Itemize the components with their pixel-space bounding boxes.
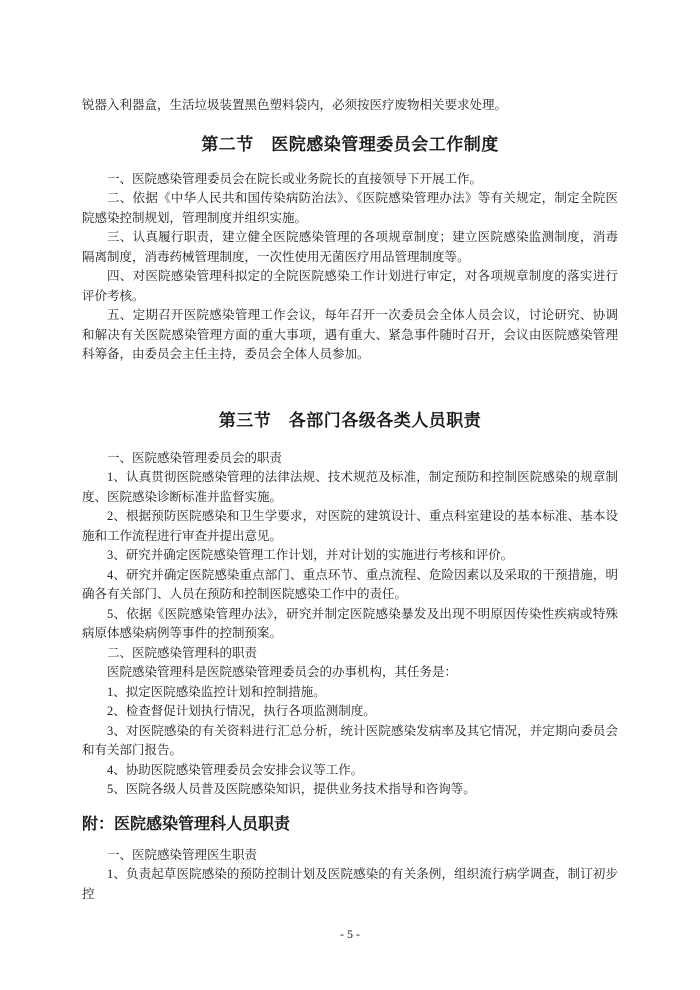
body-paragraph: 二、医院感染管理科的职责 bbox=[107, 645, 258, 660]
body-paragraph: 一、医院感染管理医生职责 bbox=[107, 847, 258, 862]
body-paragraph: 3、研究并确定医院感染管理工作计划，并对计划的实施进行考核和评价。 bbox=[107, 548, 514, 562]
body-paragraph: 四、对医院感染管理科拟定的全院医院感染工作计划进行审定，对各项规章制度的落实进行评价考核。 bbox=[82, 269, 618, 303]
appendix-heading: 附：医院感染管理科人员职责 bbox=[82, 815, 291, 833]
body-paragraph: 三、认真履行职责，建立健全医院感染管理的各项规章制度；建立医院感染监测制度，消毒隔离制度，消毒药械管理制度，一次性使用无菌医疗用品管理制度等。 bbox=[82, 230, 618, 264]
document-body bbox=[82, 96, 618, 904]
body-paragraph: 一、医院感染管理委员会在院长或业务院长的直接领导下开展工作。 bbox=[107, 171, 483, 186]
body-paragraph: 医院感染管理科是医院感染管理委员会的办事机构，其任务是： bbox=[107, 665, 458, 679]
body-paragraph: 五、定期召开医院感染管理工作会议，每年召开一次委员会全体人员会议，讨论研究、协调和解决有关医院感染管理方面的重大事项，遇有重大、紧急事件随时召开，会议由医院感染管理科筹备，由委员会主任主持，委员会全体人员参加。 bbox=[82, 308, 618, 361]
body-paragraph: 锐器入利器盒，生活垃圾装置黑色塑料袋内，必须按医疗废物相关要求处理。 bbox=[82, 98, 508, 112]
body-paragraph: 4、研究并确定医院感染重点部门、重点环节、重点流程、危险因素以及采取的干预措施，明确各有关部门、人员在预防和控制医院感染工作中的责任。 bbox=[82, 567, 618, 601]
body-paragraph: 2、检查督促计划执行情况，执行各项监测制度。 bbox=[107, 704, 376, 718]
footer-page-number: - 5 - bbox=[340, 927, 360, 941]
body-paragraph: 1、拟定医院感染监控计划和控制措施。 bbox=[107, 684, 326, 699]
section-heading: 第二节 医院感染管理委员会工作制度 bbox=[201, 134, 499, 154]
body-paragraph: 4、协助医院感染管理委员会安排会议等工作。 bbox=[107, 762, 364, 777]
body-paragraph: 一、医院感染管理委员会的职责 bbox=[107, 450, 283, 465]
section-heading: 第三节 各部门各级各类人员职责 bbox=[218, 410, 482, 430]
body-paragraph: 5、医院各级人员普及医院感染知识，提供业务技术指导和咨询等。 bbox=[107, 782, 476, 796]
body-paragraph: 1、认真贯彻医院感染管理的法律法规、技术规范及标准，制定预防和控制医院感染的规章制度、医院感染诊断标准并监督实施。 bbox=[82, 470, 618, 504]
body-paragraph: 3、对医院感染的有关资料进行汇总分析，统计医院感染发病率及其它情况，并定期向委员会和有关部门报告。 bbox=[82, 723, 618, 757]
body-paragraph: 二、依据《中华人民共和国传染病防治法》、《医院感染管理办法》等有关规定，制定全院医院感染控制规划，管理制度并组织实施。 bbox=[82, 191, 618, 225]
body-paragraph: 1、负责起草医院感染的预防控制计划及医院感染的有关条例，组织流行病学调查，制订初步控 bbox=[82, 867, 618, 901]
body-paragraph: 2、根据预防医院感染和卫生学要求，对医院的建筑设计、重点科室建设的基本标准、基本设施和工作流程进行审查并提出意见。 bbox=[82, 509, 618, 543]
body-paragraph: 5、依据《医院感染管理办法》，研究并制定医院感染暴发及出现不明原因传染性疾病或特殊病原体感染病例等事件的控制预案。 bbox=[82, 606, 618, 640]
